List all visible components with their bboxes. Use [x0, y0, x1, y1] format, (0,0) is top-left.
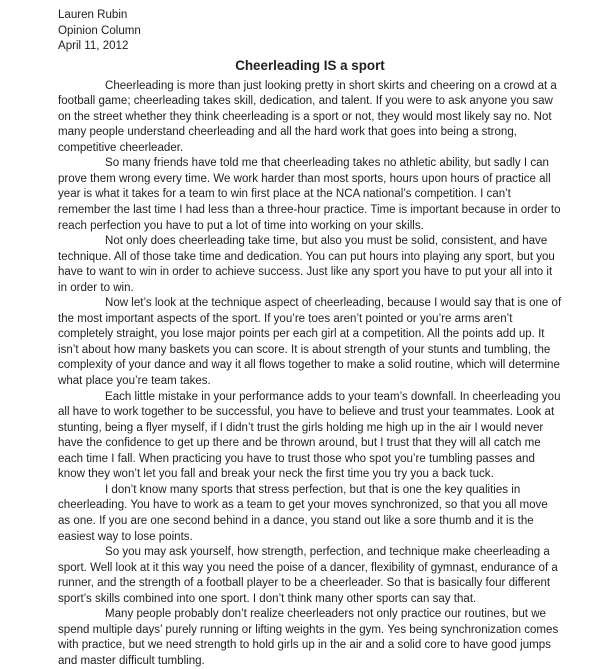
- article-title: Cheerleading IS a sport: [235, 57, 385, 73]
- paragraph: I don’t know many sports that stress perfection, but that is one the key qualities in cheerleading. You have to work as a team to get your moves synchronized, so that you all move as one. If you are one second behind in a dance, you stand out like a sore thumb and it is the easiest way to lose points.: [58, 483, 548, 543]
- paragraph: So you may ask yourself, how strength, perfection, and technique make cheerleading a sport. Well look at it this way you need the poise of a dancer, flexibility of gymnast, endurance of a runner, and the strength of a football player to be a cheerleader. So that is basically four different sport’s skills combined into one sport. I don’t think many other sports can say that.: [58, 546, 558, 605]
- date-line: April 11, 2012: [58, 40, 129, 53]
- paragraph: Cheerleading is more than just looking pretty in short skirts and cheering on a crowd at a football game; cheerleading takes skill, dedication, and talent. If you were to ask anyone you saw on the street whether they think cheerleading is a sport or not, they would most likely say no. Not many people understand cheerleading and all the hard work that goes into being a strong, competitive cheerleader.: [58, 79, 557, 154]
- column-label: Opinion Column: [58, 24, 141, 37]
- paragraph: Not only does cheerleading take time, but also you must be solid, consistent, and have technique. All of those take time and dedication. You can put hours into playing any sport, but you have to want to win in order to achieve success. Just like any sport you have to put your all into it in order to win.: [58, 235, 555, 294]
- paragraph: Each little mistake in your performance adds to your team’s downfall. In cheerleading you all have to work together to be successful, you have to believe and trust your teammates. Look at stunting, being a flyer myself, if I didn’t trust the girls holding me high up in the air I would never have the confidence to get up there and be thrown around, but I trust that they will all catch me each time I fall. When practicing you have to trust those who spot you’re tumbling passes and know they won’t let you fall and break your neck the first time you try you a back tuck.: [58, 390, 561, 481]
- author-name: Lauren Rubin: [58, 9, 128, 21]
- paragraph: So many friends have told me that cheerleading takes no athletic ability, but sadly I can prove them wrong every time. We work harder than most sports, hours upon hours of practice all year is what it takes for a team to win first place at the NCA national’s competition. I can’t remember the last time I had less than a three-hour practice. Time is important because in order to reach perfection you have to put a lot of time into working on your skills.: [58, 157, 561, 232]
- paragraph: Many people probably don’t realize cheerleaders not only practice our routines, but we spend multiple days’ purely running or lifting weights in the gym. Yes being synchronization comes with practice, but we need strength to hold girls up in the air and a solid core to have good jumps and master difficult tumbling.: [58, 608, 559, 667]
- paragraph: Now let’s look at the technique aspect of cheerleading, because I would say that is one of the most important aspects of the sport. If you’re toes aren’t pointed or you’re arms aren’t completely straight, you lose major points per each girl at a competition. All the points add up. It isn’t about how many baskets you can score. It is about strength of your stunts and tumbling, the complexity of your dance and way it all flows together to make a solid routine, which will determine what place you’re team takes.: [58, 297, 562, 388]
